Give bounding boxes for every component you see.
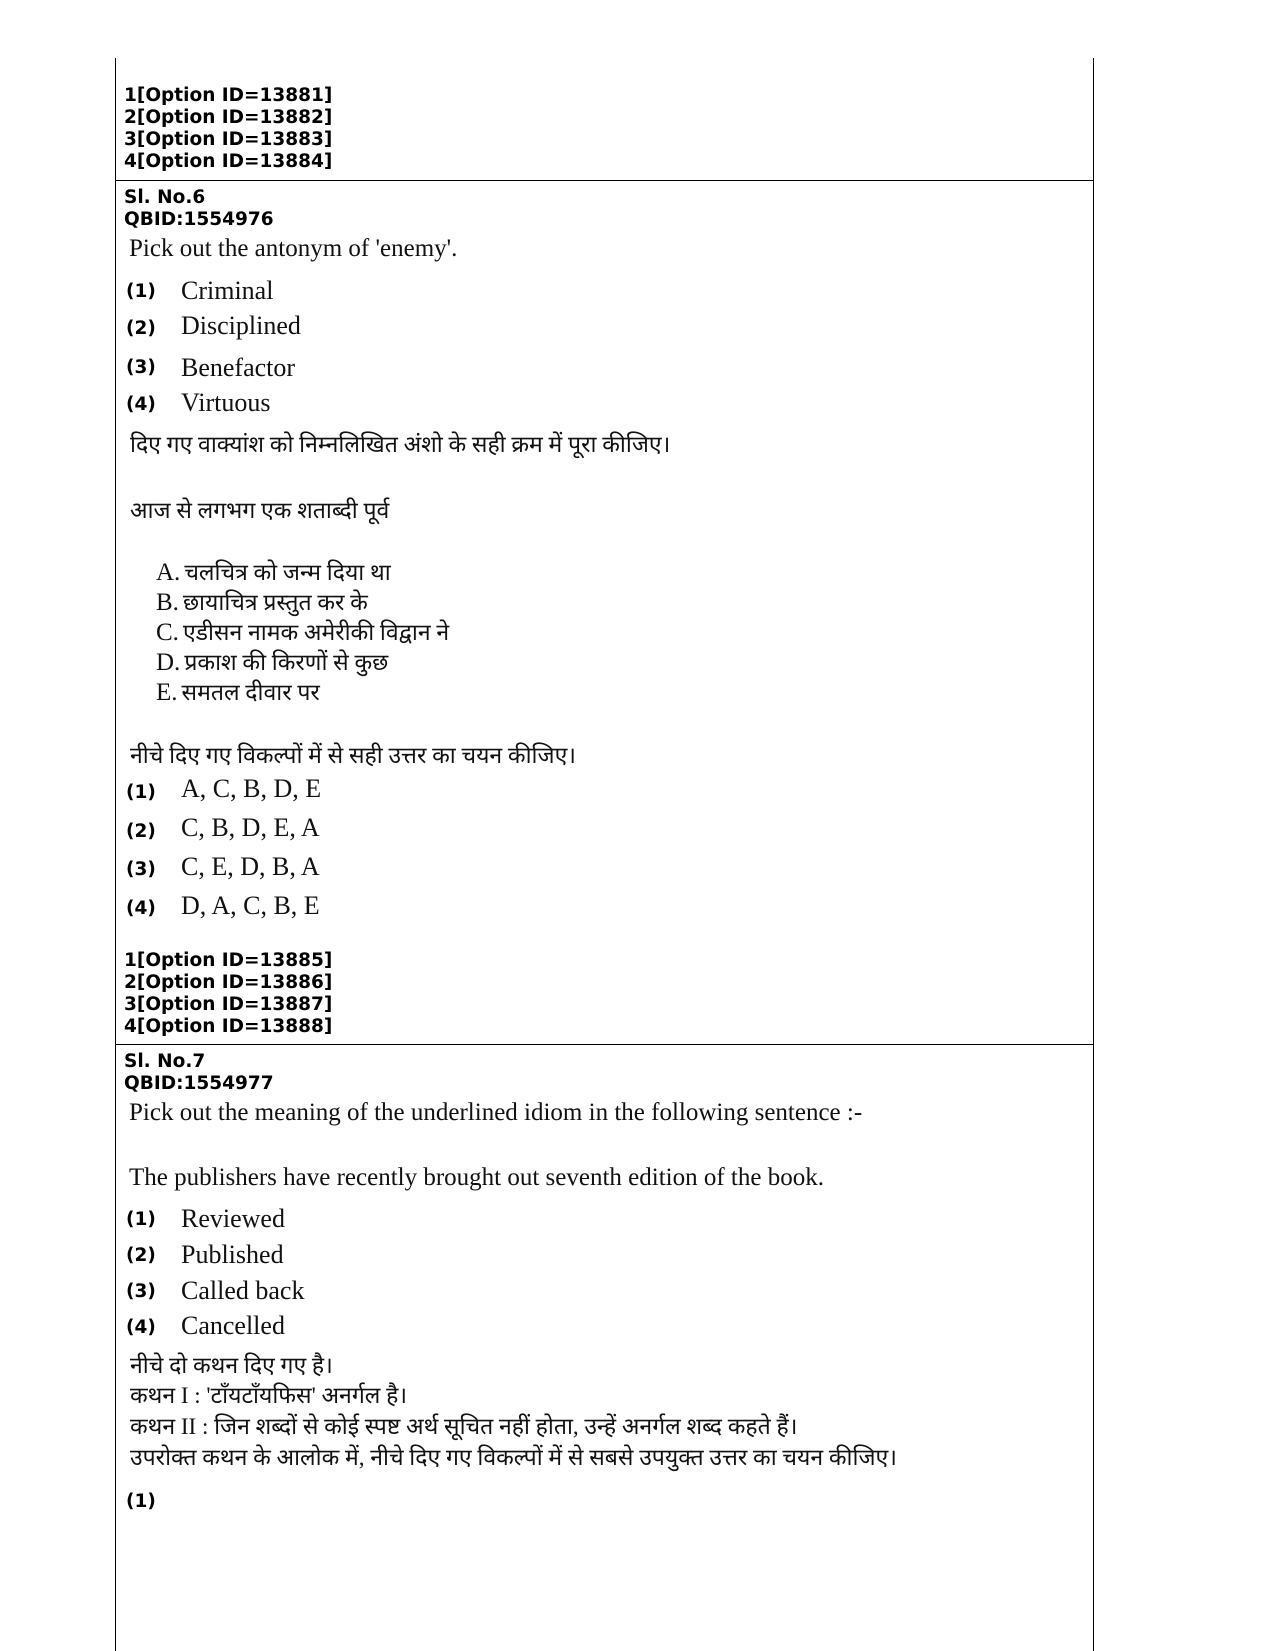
q7-option-2-number: (2) [126, 1245, 156, 1266]
q6-option-1-number: (1) [126, 281, 156, 302]
q6-option-id-4: 4[Option ID=13888] [124, 1016, 333, 1037]
q7-hindi-line-3: कथन II : जिन शब्दों से कोई स्पष्ट अर्थ सूचित नहीं होता, उन्हें अनर्गल शब्द कहते हैं। [130, 1414, 798, 1439]
q7-option-3-text: Called back [181, 1276, 305, 1305]
q6-hindi-option-1-text: A, C, B, D, E [181, 774, 322, 803]
q7-hindi-line-4: उपरोक्त कथन के आलोक में, नीचे दिए गए विकल्पों में से सबसे उपयुक्त उत्तर का चयन कीजिए। [130, 1445, 897, 1470]
q6-hindi-option-1-number: (1) [126, 782, 156, 803]
q6-question-text: Pick out the antonym of 'enemy'. [129, 235, 458, 262]
q6-hindi-instruction: दिए गए वाक्यांश को निम्नलिखित अंशो के सही क्रम में पूरा कीजिए। [130, 432, 671, 457]
q7-hindi-line-2: कथन I : 'टाँयटाँयफिस' अनर्गल है। [130, 1383, 408, 1408]
q7-next-option-1-number: (1) [126, 1491, 156, 1512]
q6-option-1-text: Criminal [181, 276, 274, 305]
q6-hindi-option-2-text: C, B, D, E, A [181, 813, 320, 842]
q6-option-3-text: Benefactor [181, 353, 296, 382]
q6-option-2-text: Disciplined [181, 311, 301, 340]
q6-option-id-2: 2[Option ID=13886] [124, 972, 333, 993]
q6-fragment-e: E. समतल दीवार पर [156, 679, 320, 706]
q6-serial-number: Sl. No.6 [124, 187, 206, 208]
prev-option-id-1: 1[Option ID=13881] [124, 85, 333, 106]
q7-option-4-text: Cancelled [181, 1311, 285, 1340]
q6-hindi-option-3-number: (3) [126, 859, 156, 880]
q6-hindi-option-2-number: (2) [126, 821, 156, 842]
q6-fragment-b: B. छायाचित्र प्रस्तुत कर के [156, 589, 368, 616]
q6-option-id-1: 1[Option ID=13885] [124, 950, 333, 971]
q7-option-1-text: Reviewed [181, 1204, 285, 1233]
prev-option-id-3: 3[Option ID=13883] [124, 129, 333, 150]
q6-option-4-number: (4) [126, 394, 156, 415]
q7-qbid: QBID:1554977 [124, 1073, 274, 1094]
q6-hindi-stem: आज से लगभग एक शताब्दी पूर्व [130, 498, 390, 523]
question-divider [116, 1044, 1093, 1045]
q6-option-id-3: 3[Option ID=13887] [124, 994, 333, 1015]
q6-fragment-a: A. चलचित्र को जन्म दिया था [156, 559, 391, 586]
q7-sentence: The publishers have recently brought out seventh edition of the book. [129, 1164, 824, 1191]
q7-option-4-number: (4) [126, 1317, 156, 1338]
q7-serial-number: Sl. No.7 [124, 1051, 206, 1072]
q6-option-4-text: Virtuous [181, 388, 271, 417]
q6-qbid: QBID:1554976 [124, 209, 274, 230]
q6-fragment-c: C. एडीसन नामक अमेरीकी विद्वान ने [156, 619, 450, 646]
q7-question-text: Pick out the meaning of the underlined idiom in the following sentence :- [129, 1099, 863, 1126]
q6-fragment-d: D. प्रकाश की किरणों से कुछ [156, 649, 389, 676]
question-divider [116, 180, 1093, 181]
prev-option-id-2: 2[Option ID=13882] [124, 107, 333, 128]
q6-hindi-choose-text: नीचे दिए गए विकल्पों में से सही उत्तर का चयन कीजिए। [130, 743, 577, 768]
q6-hindi-option-3-text: C, E, D, B, A [181, 852, 320, 881]
q6-option-2-number: (2) [126, 318, 156, 339]
q7-option-3-number: (3) [126, 1281, 156, 1302]
q7-option-2-text: Published [181, 1240, 284, 1269]
prev-option-id-4: 4[Option ID=13884] [124, 151, 333, 172]
q6-hindi-option-4-number: (4) [126, 898, 156, 919]
question-paper-page [115, 58, 1094, 1651]
q7-hindi-line-1: नीचे दो कथन दिए गए है। [130, 1353, 333, 1378]
q7-option-1-number: (1) [126, 1209, 156, 1230]
q6-hindi-option-4-text: D, A, C, B, E [181, 891, 320, 920]
q6-option-3-number: (3) [126, 357, 156, 378]
